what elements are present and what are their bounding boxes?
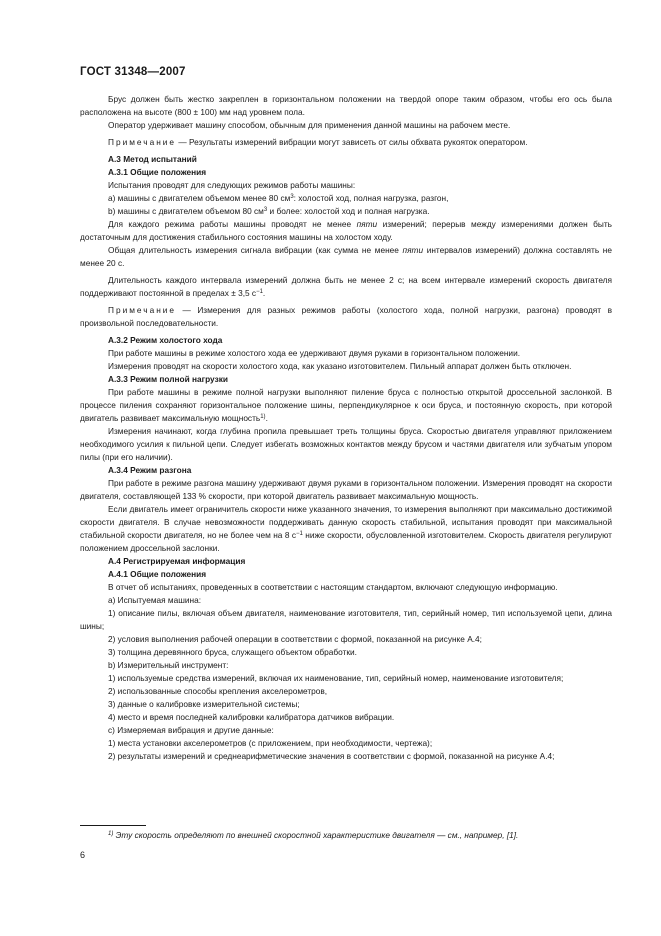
section-heading: А.4.1 Общие положения (108, 569, 207, 579)
section-heading: А.3.2 Режим холостого хода (108, 335, 223, 345)
paragraph: 2) результаты измерений и среднеарифметические значения в соответствии с формой, показанной на рисунке А.4; (108, 751, 555, 761)
paragraph: 2) использованные способы крепления акселерометров, (108, 686, 328, 696)
paragraph (80, 192, 612, 205)
paragraph (80, 218, 612, 244)
superscript: −1 (296, 531, 303, 537)
paragraph: 2) условия выполнения рабочей операции в соответствии с формой, показанной на рисунке А.4; (108, 634, 482, 644)
section-heading: А.3.4 Режим разгона (108, 465, 192, 475)
paragraph: Измерения начинают, когда глубина пропила превышает треть толщины бруса. Скоростью двигателя управляют приложением необходимого усилия к пильной цепи. Следует избегать возможных контактов между брусом и частями двигателя или зубчатым упором пилы (при его наличии). (80, 426, 612, 462)
text-run: Если двигатель имеет ограничитель скорости ниже указанного значения, то измерения выполняют при максимально достижимой скорости двигателя. В случае невозможности поддерживать данную скорость стабильной, испытания проводят при максимальной стабильной скорости двигателя, но не более чем на 8 с (80, 504, 612, 540)
text-run: Общая длительность измерения сигнала вибрации (как сумма не менее (108, 245, 403, 255)
emphasis: пяти (356, 219, 378, 229)
paragraph: с) Измеряемая вибрация и другие данные: (108, 725, 274, 735)
text-run: Длительность каждого интервала измерений должна быть не менее 2 с; на всем интервале измерений скорость двигателя поддерживают постоянной в пределах ± 3,5 с (80, 275, 612, 298)
text-run: измерений; перерыв между измерениями должен быть достаточным для достижения стабильного состояния машины на холостом ходу. (80, 219, 612, 242)
text-run: Для каждого режима работы машины проводят не менее (108, 219, 357, 229)
text-run: а) машины с двигателем объемом менее 80 см (108, 193, 291, 203)
page-number: 6 (80, 850, 86, 860)
section-heading: А.4 Регистрируемая информация (108, 556, 246, 566)
document-body (80, 93, 612, 763)
footnote (108, 830, 518, 840)
paragraph: При работе машины в режиме холостого хода ее удерживают двумя руками в горизонтальном положении. (108, 348, 521, 358)
text-run: и более: холостой ход и полная нагрузка. (267, 206, 430, 216)
paragraph: 3) толщина деревянного бруса, служащего объектом обработки. (108, 647, 357, 657)
paragraph: 1) описание пилы, включая объем двигателя, наименование изготовителя, тип, серийный номер, тип используемой цепи, длина шины; (80, 608, 612, 631)
note-text: — Измерения для разных режимов работы (холостого хода, полной нагрузки, разгона) проводят в произвольной последовательности. (80, 305, 612, 328)
paragraph: Брус должен быть жестко закреплен в горизонтальном положении на твердой опоре таким образом, чтобы его ось была расположена на высоте (800 ± 100) мм над уровнем пола. (80, 94, 612, 117)
paragraph: В отчет об испытаниях, проведенных в соответствии с настоящим стандартом, включают следующую информацию. (108, 582, 558, 592)
note-paragraph (80, 304, 612, 330)
superscript: 1) (260, 414, 266, 420)
note-label: Примечание (108, 305, 177, 315)
paragraph: 3) данные о калибровке измерительной системы; (108, 699, 300, 709)
text-run: ниже скорости, обусловленной изготовителем. Скорость двигателя регулируют положением дроссельной заслонки. (80, 530, 612, 553)
paragraph: а) Испытуемая машина: (108, 595, 202, 605)
paragraph: Испытания проводят для следующих режимов работы машины: (108, 180, 356, 190)
note-label: Примечание (108, 137, 177, 147)
paragraph: b) Измерительный инструмент: (108, 660, 229, 670)
text-run: . (262, 288, 266, 298)
note-text: — Результаты измерений вибрации могут зависеть от силы обхвата рукояток оператором. (176, 137, 528, 147)
note-paragraph (80, 136, 612, 149)
paragraph: 1) используемые средства измерений, включая их наименование, тип, серийный номер, наименование изготовителя; (108, 673, 564, 683)
footnote-mark: 1) (108, 831, 114, 837)
paragraph: При работе в режиме разгона машину удерживают двумя руками в горизонтальном положении. Измерения проводят на скорости двигателя, составляющей 133 % скорости, при которой двигатель развивает максимальную мощность. (80, 478, 612, 501)
superscript: −1 (256, 289, 263, 295)
paragraph (80, 503, 612, 555)
text-run: интервалов измерений) должна составлять не менее 20 с. (80, 245, 612, 268)
footnote-text: Эту скорость определяют по внешней скоростной характеристике двигателя — см., например, [1]. (113, 830, 519, 840)
paragraph (80, 274, 612, 300)
superscript: 3 (263, 207, 268, 213)
text-run: b) машины с двигателем объемом 80 см (108, 206, 264, 216)
text-run: При работе машины в режиме полной нагрузки выполняют пиление бруса с полностью открытой дроссельной заслонкой. В процессе пиления сохраняют горизонтальное положение шины, перпендикулярное к оси бруса, и постоянную скорость, при которой двигатель развивает максимальную мощность (80, 387, 612, 423)
paragraph (80, 386, 612, 425)
superscript: 3 (290, 194, 294, 200)
footnote-separator (80, 825, 146, 826)
section-heading: А.3 Метод испытаний (108, 154, 197, 164)
section-heading: А.3.1 Общие положения (108, 167, 207, 177)
paragraph: 1) места установки акселерометров (с приложением, при необходимости, чертежа); (108, 738, 433, 748)
standard-header: ГОСТ 31348—2007 (80, 66, 186, 78)
paragraph (80, 244, 612, 270)
emphasis: пяти (402, 245, 424, 255)
section-heading: А.3.3 Режим полной нагрузки (108, 374, 228, 384)
paragraph: Измерения проводят на скорости холостого хода, как указано изготовителем. Пильный аппарат должен быть отключен. (108, 361, 572, 371)
text-run: . (265, 413, 268, 423)
paragraph: 4) место и время последней калибровки калибратора датчиков вибрации. (108, 712, 395, 722)
text-run: : холостой ход, полная нагрузка, разгон, (293, 193, 449, 203)
paragraph: Оператор удерживает машину способом, обычным для применения данной машины на рабочем месте. (108, 120, 511, 130)
paragraph (80, 205, 612, 218)
